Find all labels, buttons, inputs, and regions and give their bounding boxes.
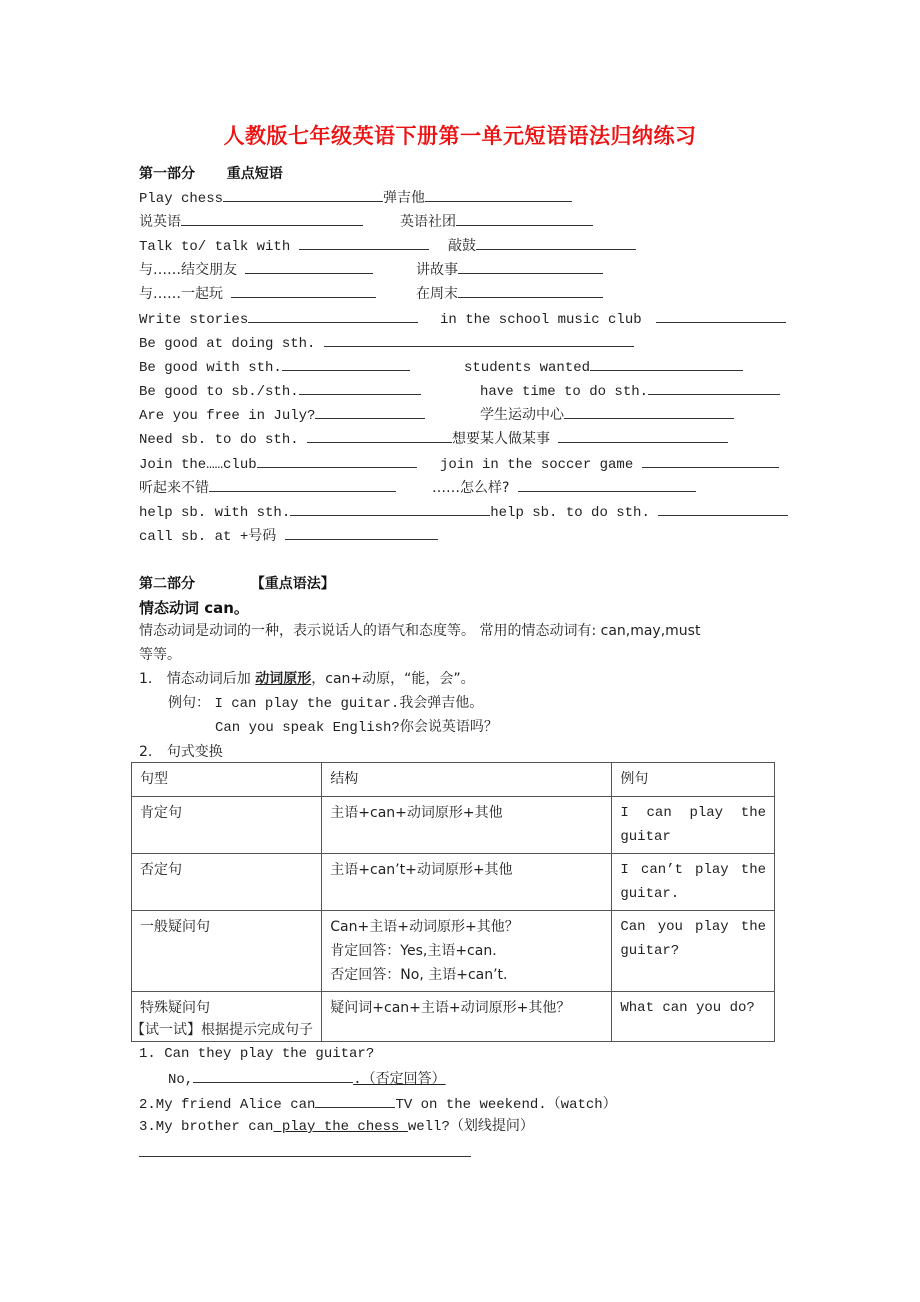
answer-blank[interactable]	[299, 235, 429, 250]
answer-blank[interactable]	[564, 404, 734, 419]
phrase-left: 听起来不错	[139, 480, 209, 496]
answer-blank[interactable]	[285, 525, 438, 540]
phrase-right: help sb. to do sth.	[490, 505, 650, 521]
table-cell-type: 肯定句	[132, 797, 322, 854]
answer-blank[interactable]	[282, 356, 410, 371]
table-cell-example: I can’t play the guitar.	[612, 854, 775, 911]
question-prefix: 2.My friend Alice can	[139, 1097, 316, 1113]
table-cell-type: 特殊疑问句	[132, 992, 322, 1042]
table-row	[132, 854, 775, 911]
table-cell-type: 一般疑问句	[132, 911, 322, 992]
phrase-row-right	[440, 308, 786, 330]
phrase-left: Be good at doing sth.	[139, 336, 316, 352]
answer-blank[interactable]	[257, 453, 417, 468]
phrase-row	[139, 356, 410, 378]
phrase-right: 弹吉他	[383, 190, 426, 206]
question-suffix: TV on the weekend.（watch）	[395, 1097, 617, 1113]
phrase-row	[139, 332, 634, 354]
phrase-row	[139, 380, 421, 402]
phrase-row-right	[400, 211, 593, 233]
answer-blank[interactable]	[299, 380, 421, 395]
point-text: 句式变换	[166, 744, 223, 760]
phrase-row	[139, 404, 425, 426]
phrase-right: 想要某人做某事	[452, 431, 551, 447]
point-text-after: ，can+动原，“能，会”。	[311, 671, 475, 687]
table-cell-structure: 主语+can+动词原形+其他	[322, 797, 612, 854]
phrase-row-right	[480, 404, 734, 426]
table-row	[132, 797, 775, 854]
table-cell-structure	[322, 911, 612, 992]
answer-blank[interactable]	[315, 404, 425, 419]
point-emphasis: 动词原形	[255, 671, 312, 687]
example-line-1	[168, 693, 483, 714]
answer-blank[interactable]	[181, 211, 363, 226]
phrase-row	[139, 259, 373, 281]
example-label: 例句：	[168, 695, 210, 711]
phrase-left: Are you free in July?	[139, 408, 316, 424]
exercise-question-1: 1. Can they play the guitar?	[139, 1046, 375, 1062]
answer-blank[interactable]	[456, 211, 593, 226]
phrase-row	[139, 235, 429, 257]
exercise-question-2	[139, 1093, 617, 1115]
table-row	[132, 911, 775, 992]
answer-blank[interactable]	[425, 187, 572, 202]
phrase-left: Be good with sth.	[139, 360, 282, 376]
answer-blank[interactable]	[193, 1068, 353, 1083]
phrase-row	[139, 525, 438, 547]
answer-blank[interactable]	[248, 308, 418, 323]
phrase-row-right	[480, 380, 780, 402]
sentence-pattern-table	[131, 762, 775, 1042]
answer-blank[interactable]	[476, 235, 636, 250]
phrase-right: 在周末	[416, 286, 458, 302]
phrase-right: join in the soccer game	[440, 457, 634, 473]
answer-blank[interactable]	[209, 477, 396, 492]
table-header: 句型	[132, 763, 322, 797]
point-number: 2.	[139, 744, 153, 760]
grammar-intro-line1: 情态动词是动词的一种，表示说话人的语气和态度等。 常用的情态动词有: can,may,must	[139, 623, 701, 639]
phrase-row	[139, 283, 376, 305]
answer-blank[interactable]	[324, 332, 634, 347]
answer-blank[interactable]	[648, 380, 780, 395]
grammar-intro-line2: 等等。	[139, 647, 181, 663]
answer-blank[interactable]	[656, 308, 786, 323]
phrase-right: in the school music club	[440, 312, 642, 328]
phrase-row	[139, 477, 396, 499]
table-header: 结构	[322, 763, 612, 797]
phrase-right: 英语社团	[400, 214, 456, 230]
phrase-row-right	[448, 235, 636, 257]
table-cell-structure: 主语+can’t+动词原形+其他	[322, 854, 612, 911]
part1-subheading: 重点短语	[226, 166, 283, 182]
example-line-2: Can you speak English?你会说英语吗？	[215, 720, 498, 736]
answer-blank[interactable]	[458, 283, 603, 298]
point-text: 情态动词后加	[166, 671, 256, 687]
part2-heading	[139, 573, 335, 593]
grammar-topic: 情态动词 can。	[139, 599, 249, 617]
table-cell-example: What can you do?	[612, 992, 775, 1042]
table-cell-example: Can you play the guitar?	[612, 911, 775, 992]
phrase-left: Need sb. to do sth.	[139, 432, 299, 448]
exercise-heading: 【试一试】根据提示完成句子	[131, 1022, 313, 1038]
part1-heading-label: 第一部分	[139, 166, 195, 182]
table-cell-example: I can play the guitar	[612, 797, 775, 854]
phrase-row	[139, 308, 418, 330]
answer-hint: .（否定回答）	[353, 1072, 446, 1088]
answer-blank[interactable]	[458, 259, 603, 274]
table-cell-structure: 疑问词+can+主语+动词原形+其他？	[322, 992, 612, 1042]
answer-blank[interactable]	[223, 187, 383, 202]
phrase-row	[139, 211, 363, 233]
part1-heading	[139, 163, 283, 183]
grammar-point-1	[139, 669, 475, 689]
phrase-left: Talk to/ talk with	[139, 239, 291, 255]
answer-blank[interactable]	[315, 1093, 395, 1108]
phrase-row-right	[432, 477, 696, 499]
phrase-row	[139, 428, 728, 450]
answer-blank-line[interactable]	[139, 1156, 471, 1157]
phrase-right: 学生运动中心	[480, 407, 564, 423]
point-number: 1.	[139, 671, 153, 687]
table-header-row	[132, 763, 775, 797]
phrase-left: 与……结交朋友	[139, 262, 237, 278]
structure-line: Can+主语+动词原形+其他？	[330, 919, 519, 935]
table-cell-type: 否定句	[132, 854, 322, 911]
document-title: 人教版七年级英语下册第一单元短语语法归纳练习	[223, 124, 697, 148]
phrase-left: call sb. at +号码	[139, 529, 277, 545]
answer-prefix: No,	[168, 1072, 194, 1088]
answer-blank[interactable]	[231, 283, 376, 298]
phrase-row-right	[416, 259, 603, 281]
phrase-right: have time to do sth.	[480, 384, 649, 400]
phrase-left: Join the……club	[139, 457, 257, 473]
grammar-point-2	[139, 742, 223, 762]
phrase-row	[139, 501, 788, 523]
answer-blank[interactable]	[590, 356, 743, 371]
answer-blank[interactable]	[290, 501, 490, 516]
answer-blank[interactable]	[518, 477, 696, 492]
question-prefix: 3.My brother can	[139, 1119, 274, 1135]
exercise-answer-1	[168, 1068, 446, 1090]
question-suffix: well?（划线提问）	[407, 1119, 534, 1135]
example-sentence: I can play the guitar.我会弹吉他。	[214, 696, 484, 712]
phrase-row	[139, 187, 572, 209]
phrase-left: Be good to sb./sth.	[139, 384, 299, 400]
answer-blank[interactable]	[558, 428, 728, 443]
phrase-left: 与……一起玩	[139, 286, 223, 302]
phrase-right: 讲故事	[416, 262, 458, 278]
phrase-right: ……怎么样?	[432, 480, 510, 496]
phrase-row-right	[416, 283, 603, 305]
phrase-left: 说英语	[139, 214, 181, 230]
exercise-question-3	[139, 1117, 534, 1137]
phrase-left: Play chess	[139, 191, 224, 207]
answer-blank[interactable]	[245, 259, 373, 274]
answer-blank[interactable]	[642, 453, 779, 468]
phrase-row-right	[464, 356, 743, 378]
structure-line: 肯定回答：Yes,主语+can.	[330, 943, 497, 959]
answer-blank[interactable]	[307, 428, 452, 443]
phrase-right: 敲鼓	[448, 238, 476, 254]
part2-subheading: 【重点语法】	[250, 576, 335, 592]
answer-blank[interactable]	[658, 501, 788, 516]
phrase-row-right	[440, 453, 779, 475]
phrase-left: help sb. with sth.	[139, 505, 291, 521]
phrase-left: Write stories	[139, 312, 249, 328]
part2-heading-label: 第二部分	[139, 576, 195, 592]
structure-line: 否定回答：No, 主语+can’t.	[330, 967, 508, 983]
phrase-right: students wanted	[464, 360, 591, 376]
underlined-phrase: play the chess	[273, 1119, 408, 1135]
phrase-row	[139, 453, 417, 475]
table-header: 例句	[612, 763, 775, 797]
